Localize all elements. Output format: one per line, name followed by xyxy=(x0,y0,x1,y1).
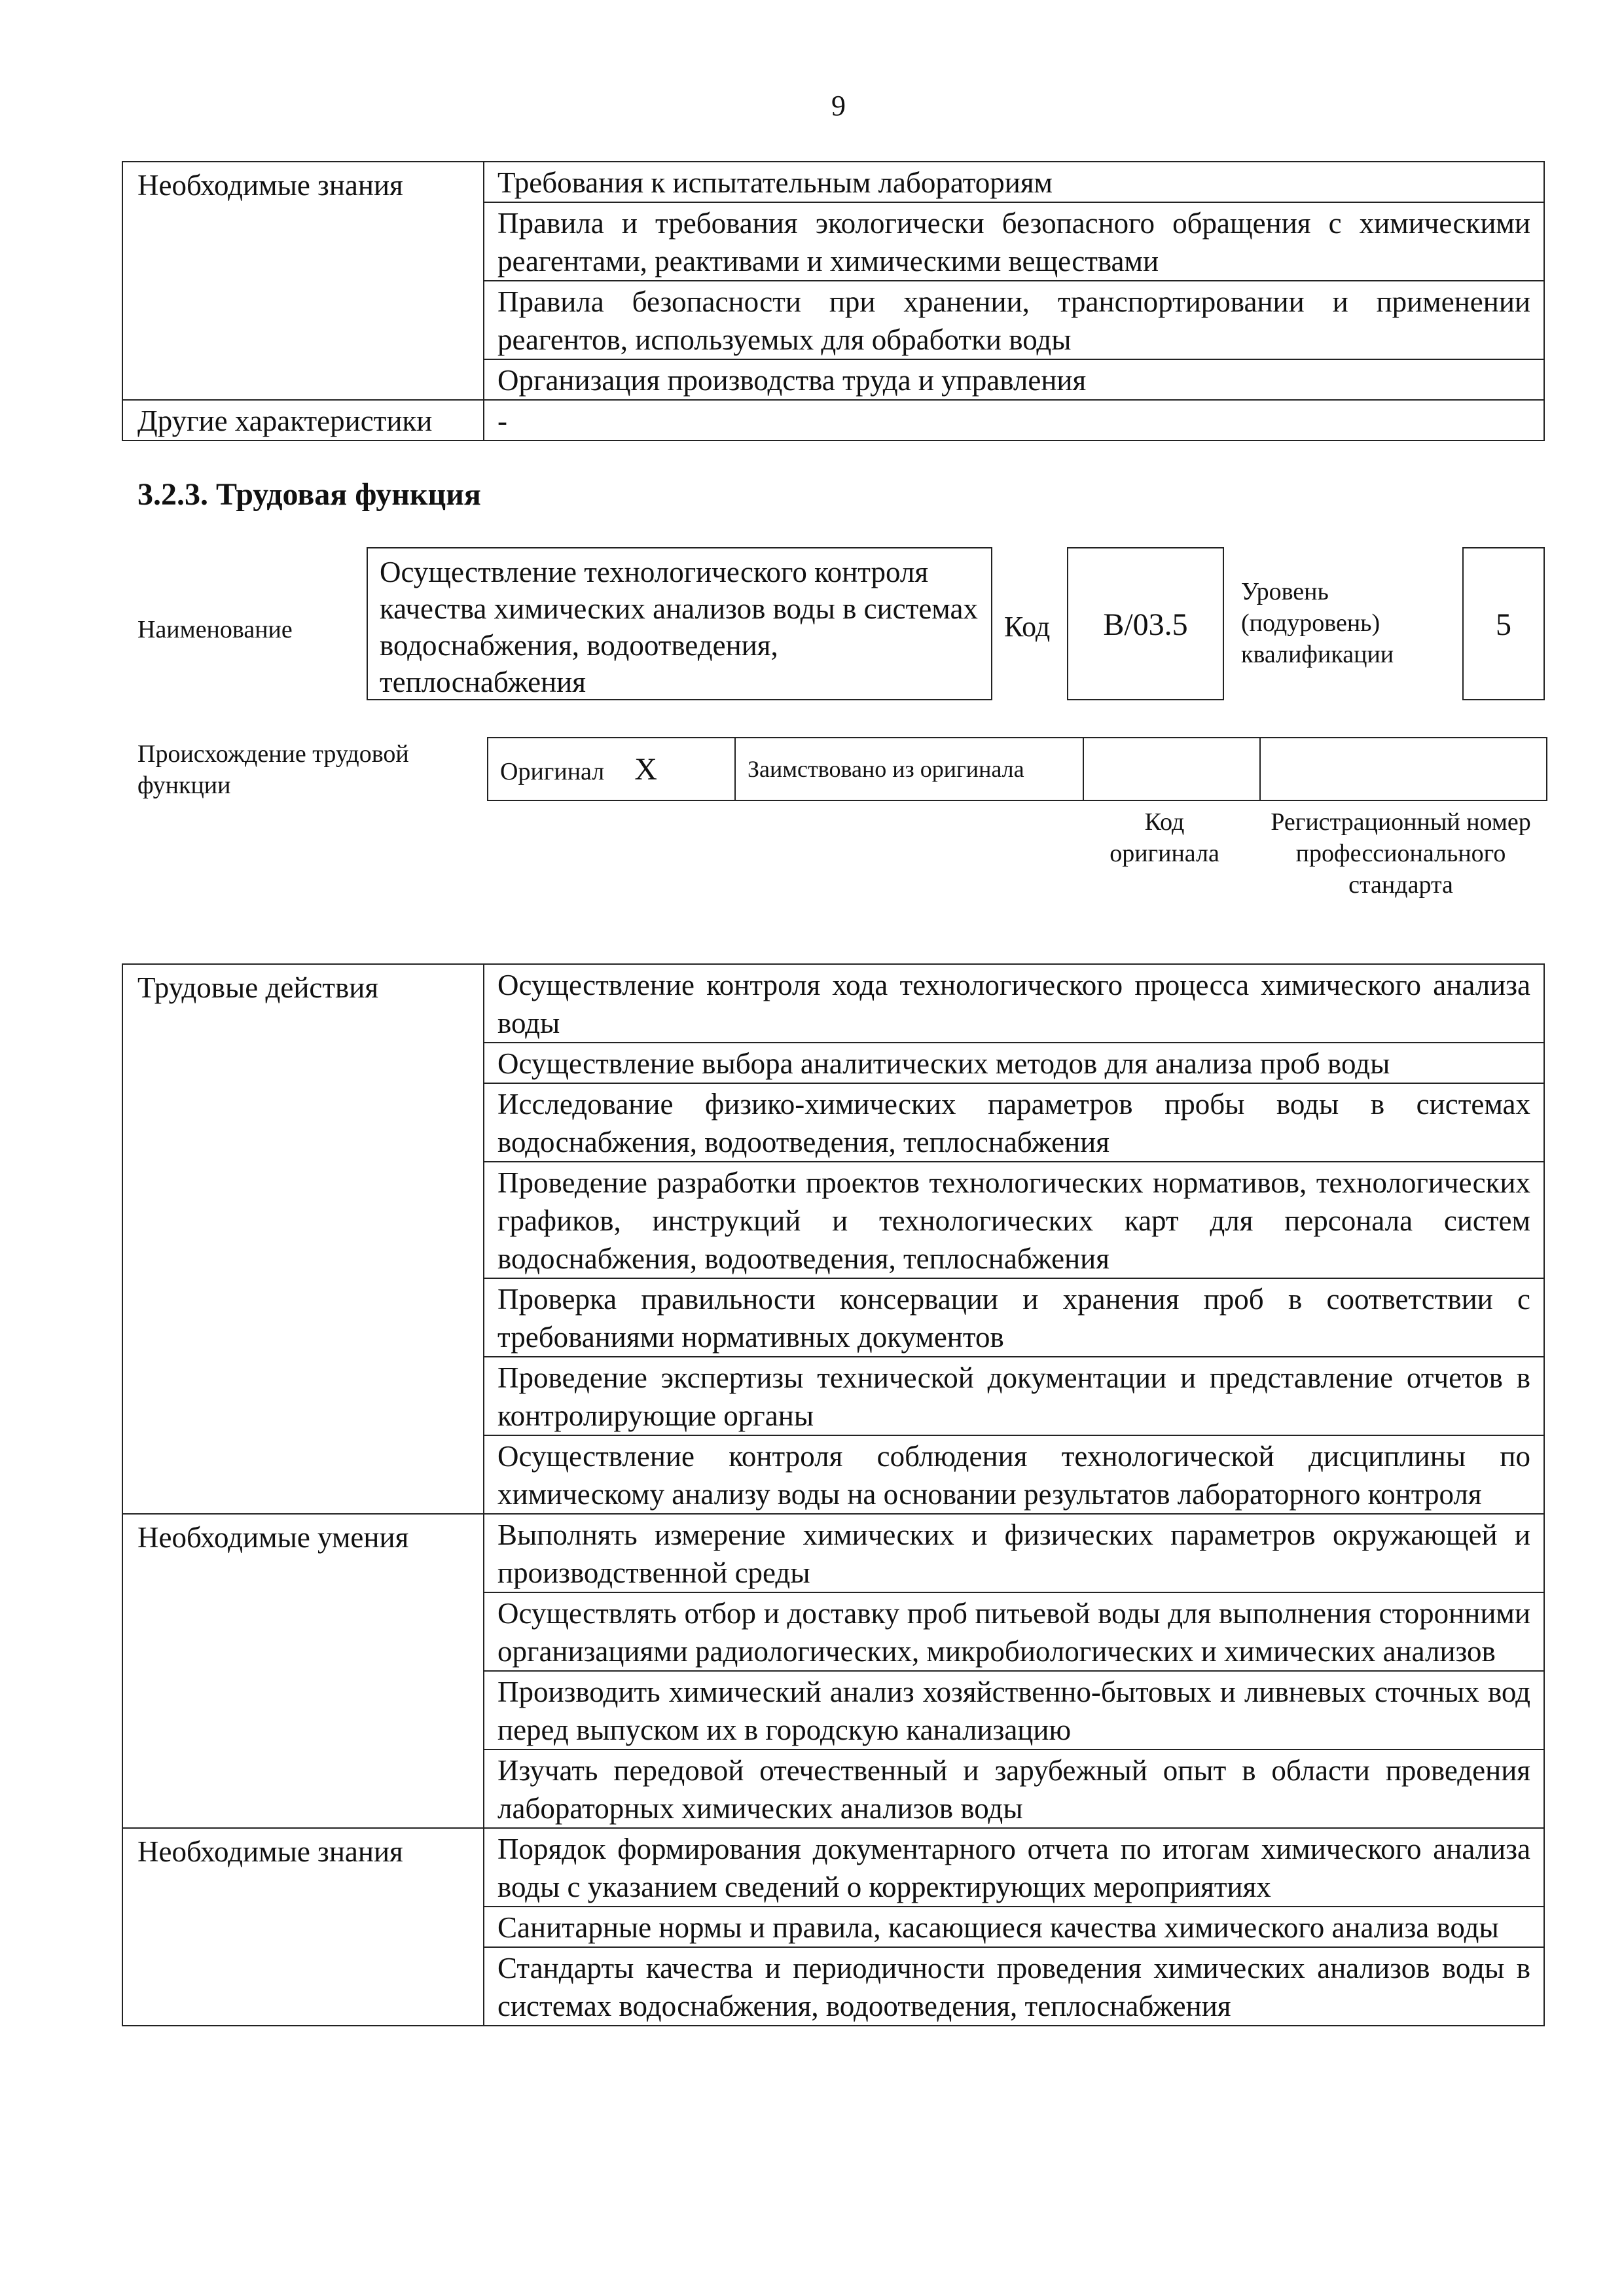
table-cell xyxy=(484,1514,1544,1592)
row-label: Другие характеристики xyxy=(137,404,433,437)
name-label: Наименование xyxy=(137,616,293,643)
row-label-cell xyxy=(122,400,484,440)
cell-text: Осуществление выбора аналитических методов для анализа проб воды xyxy=(497,1047,1390,1080)
table-row xyxy=(122,1514,1544,1592)
table-cell xyxy=(484,1907,1544,1947)
cell-text: Изучать передовой отечественный и зарубежный опыт в области проведения лабораторных химических анализов воды xyxy=(497,1754,1530,1825)
row-label-cell xyxy=(122,964,484,1514)
table-row xyxy=(122,964,1544,1043)
table-row xyxy=(122,162,1544,202)
level-box xyxy=(1462,547,1545,700)
origin-reg-cell xyxy=(1260,738,1547,800)
cell-text: Проведение разработки проектов технологических нормативов, технологических графиков, инструкций и технологических карт для персонала систем водоснабжения, водоотведения, теплоснабжения xyxy=(497,1166,1530,1275)
row-label-cell xyxy=(122,1514,484,1828)
row-label-cell xyxy=(122,162,484,400)
table-row xyxy=(488,738,1547,800)
table-cell xyxy=(484,1278,1544,1357)
origin-mark: X xyxy=(634,751,657,787)
cell-text: Организация производства труда и управления xyxy=(497,364,1087,397)
level-value: 5 xyxy=(1496,607,1511,642)
cell-text: Проведение экспертизы технической документации и представление отчетов в контролирующие органы xyxy=(497,1361,1530,1432)
table-cell xyxy=(484,359,1544,400)
table-cell xyxy=(484,1435,1544,1514)
table-cell xyxy=(484,281,1544,359)
cell-text: Проверка правильности консервации и хранения проб в соответствии с требованиями нормативных документов xyxy=(497,1283,1530,1354)
origin-code-caption: Код оригинала xyxy=(1110,808,1219,867)
origin-borrowed-cell xyxy=(735,738,1083,800)
top-table xyxy=(122,161,1545,441)
cell-text: Санитарные нормы и правила, касающиеся качества химического анализа воды xyxy=(497,1911,1499,1944)
cell-text: Осуществление контроля соблюдения технологической дисциплины по химическому анализу воды на основании результатов лабораторного контроля xyxy=(497,1440,1530,1511)
row-label: Необходимые знания xyxy=(137,169,403,202)
cell-text: Стандарты качества и периодичности проведения химических анализов воды в системах водоснабжения, водоотведения, теплоснабжения xyxy=(497,1952,1530,2022)
page-number: 9 xyxy=(831,90,846,122)
code-value: B/03.5 xyxy=(1103,607,1188,642)
cell-text: Производить химический анализ хозяйственно-бытовых и ливневых сточных вод перед выпуском их в городскую канализацию xyxy=(497,1676,1530,1746)
origin-code-cell xyxy=(1083,738,1260,800)
code-box xyxy=(1067,547,1224,700)
cell-text: - xyxy=(497,404,507,437)
table-cell xyxy=(484,1671,1544,1749)
origin-original-cell xyxy=(488,738,735,800)
section-heading: 3.2.3. Трудовая функция xyxy=(137,477,481,512)
table-cell xyxy=(484,964,1544,1043)
table-cell xyxy=(484,202,1544,281)
origin-table xyxy=(487,737,1547,801)
cell-text: Осуществлять отбор и доставку проб питьевой воды для выполнения сторонними организациями радиологических, микробиологических и химических анализов xyxy=(497,1597,1530,1668)
table-cell xyxy=(484,400,1544,440)
table-cell xyxy=(484,1749,1544,1828)
cell-text: Правила и требования экологически безопасного обращения с химическими реагентами, реактивами и химическими веществами xyxy=(497,207,1530,278)
cell-text: Правила безопасности при хранении, транспортировании и применении реагентов, используемых для обработки воды xyxy=(497,285,1530,356)
table-cell xyxy=(484,1083,1544,1162)
cell-text: Осуществление контроля хода технологического процесса химического анализа воды xyxy=(497,969,1530,1039)
cell-text: Выполнять измерение химических и физических параметров окружающей и производственной среды xyxy=(497,1518,1530,1589)
table-cell xyxy=(484,1947,1544,2026)
table-cell xyxy=(484,1043,1544,1083)
level-label: Уровень (подуровень) квалификации xyxy=(1241,578,1394,668)
table-cell xyxy=(484,1828,1544,1907)
name-value: Осуществление технологического контроля качества химических анализов воды в системах водоснабжения, водоотведения, теплоснабжения xyxy=(380,556,978,698)
table-row xyxy=(122,1828,1544,1907)
cell-text: Требования к испытательным лабораториям xyxy=(497,166,1053,199)
main-table xyxy=(122,963,1545,2026)
origin-original-label: Оригинал xyxy=(500,757,605,785)
origin-borrowed-label: Заимствовано из оригинала xyxy=(748,756,1024,782)
table-cell xyxy=(484,162,1544,202)
code-label: Код xyxy=(1004,611,1051,643)
row-label: Необходимые умения xyxy=(137,1521,409,1554)
table-cell xyxy=(484,1162,1544,1278)
origin-label: Происхождение трудовой функции xyxy=(137,740,409,799)
row-label: Трудовые действия xyxy=(137,971,379,1004)
table-cell xyxy=(484,1357,1544,1435)
name-box xyxy=(367,547,992,700)
cell-text: Исследование физико-химических параметров пробы воды в системах водоснабжения, водоотведения, теплоснабжения xyxy=(497,1088,1530,1158)
origin-reg-caption: Регистрационный номер профессионального стандарта xyxy=(1271,808,1531,899)
row-label-cell xyxy=(122,1828,484,2026)
table-row xyxy=(122,400,1544,440)
table-cell xyxy=(484,1592,1544,1671)
row-label: Необходимые знания xyxy=(137,1835,403,1868)
cell-text: Порядок формирования документарного отчета по итогам химического анализа воды с указанием сведений о корректирующих мероприятиях xyxy=(497,1833,1530,1903)
